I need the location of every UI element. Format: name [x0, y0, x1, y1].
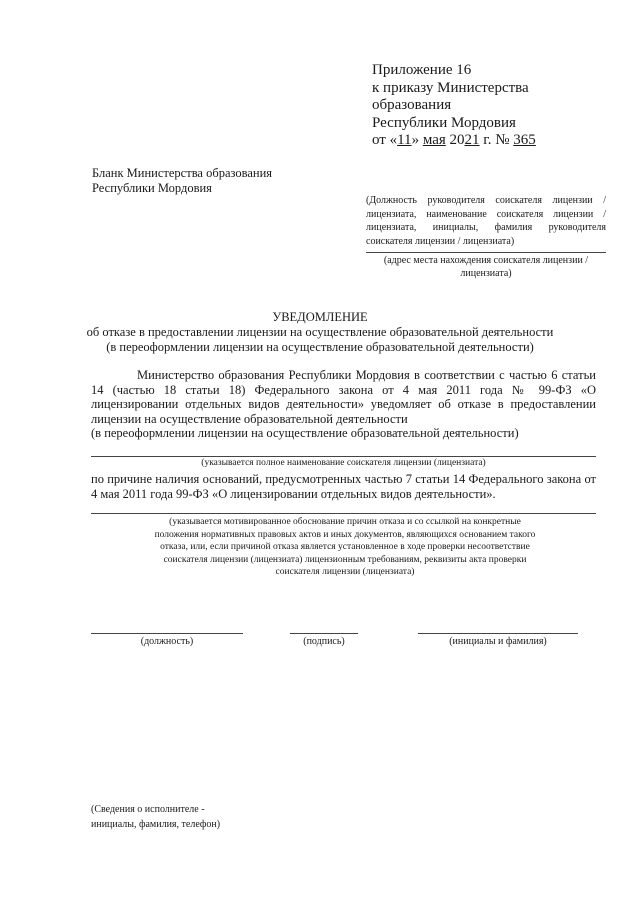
- title-heading: УВЕДОМЛЕНИЕ: [272, 310, 368, 324]
- address-caption: (адрес места нахождения соискателя лицензии / лицензиата): [383, 255, 589, 279]
- signature-line: [290, 633, 358, 634]
- applicant-name-line: [91, 456, 596, 457]
- name-line: [418, 633, 578, 634]
- order-year: 21: [464, 132, 480, 148]
- motive-caption: (указывается мотивированное обоснование причин отказа и со ссылкой на конкретные положения нормативных правовых актов и иных документов, являющихся основанием такого отказа, или, если причиной отказа является установленное в ходе проверки несоответствие соискателя лицензии (лицензиата) лицензионным требованиям, реквизиты акта проверки соискателя лицензии (лицензиата): [154, 517, 536, 577]
- executor-info: [91, 802, 220, 832]
- letterhead-placeholder: [92, 166, 272, 195]
- appendix-line-2: к приказу Министерства: [372, 79, 529, 96]
- motive-line: [91, 513, 596, 514]
- position-caption: (должность): [140, 636, 194, 647]
- position-line: [91, 633, 243, 634]
- appendix-block: [372, 62, 536, 150]
- executor-line-2: инициалы, фамилия, телефон): [91, 819, 221, 830]
- applicant-name-caption: (указывается полное наименование соискателя лицензии (лицензиата): [201, 458, 486, 468]
- appendix-line-3: образования: [372, 97, 452, 113]
- order-month: мая: [422, 132, 446, 148]
- address-line: [366, 252, 606, 253]
- date-mid: »: [411, 132, 423, 148]
- recipient-caption: (Должность руководителя соискателя лицензии / лицензиата, наименование соискателя лицензии / лицензиата, инициалы, фамилия руководителя соискателя лицензии / лицензиата): [366, 195, 606, 247]
- letterhead-line-2: Республики Мордовия: [92, 180, 212, 195]
- date-prefix: от «: [372, 132, 398, 148]
- reason-paragraph: по причине наличия оснований, предусмотренных частью 7 статьи 14 Федерального закона от 4 мая 2011 года 99-ФЗ «О лицензировании отдельных видов деятельности».: [91, 472, 596, 501]
- executor-line-1: (Сведения о исполнителе -: [91, 804, 205, 815]
- appendix-line-1: Приложение 16: [372, 62, 472, 78]
- order-mid: г. №: [479, 132, 514, 148]
- title-line-1: об отказе в предоставлении лицензии на осуществление образовательной деятельности: [86, 325, 554, 339]
- appendix-order-date: [372, 132, 536, 150]
- order-day: 11: [397, 132, 412, 148]
- notice-paragraph: Министерство образования Республики Мордовия в соответствии с частью 6 статьи 14 (частью 18 статьи 18) Федерального закона от 4 мая 2011 года № 99-ФЗ «О лицензировании отдельных видов деятельности» уведомляет об отказе в предоставлении лицензии на осуществление образовательной деятельности: [91, 368, 596, 426]
- title-line-2: (в переоформлении лицензии на осуществление образовательной деятельности): [106, 340, 534, 354]
- order-number: 365: [513, 132, 536, 148]
- signature-caption: (подпись): [303, 636, 345, 647]
- appendix-line-4: Республики Мордовия: [372, 114, 516, 131]
- letterhead-line-1: Бланк Министерства образования: [92, 166, 273, 180]
- notice-paragraph-tail: (в переоформлении лицензии на осуществление образовательной деятельности): [91, 426, 519, 440]
- name-caption: (инициалы и фамилия): [449, 636, 547, 647]
- document-title: [60, 310, 580, 355]
- year-prefix: 20: [445, 132, 465, 148]
- notice-body: [91, 368, 596, 441]
